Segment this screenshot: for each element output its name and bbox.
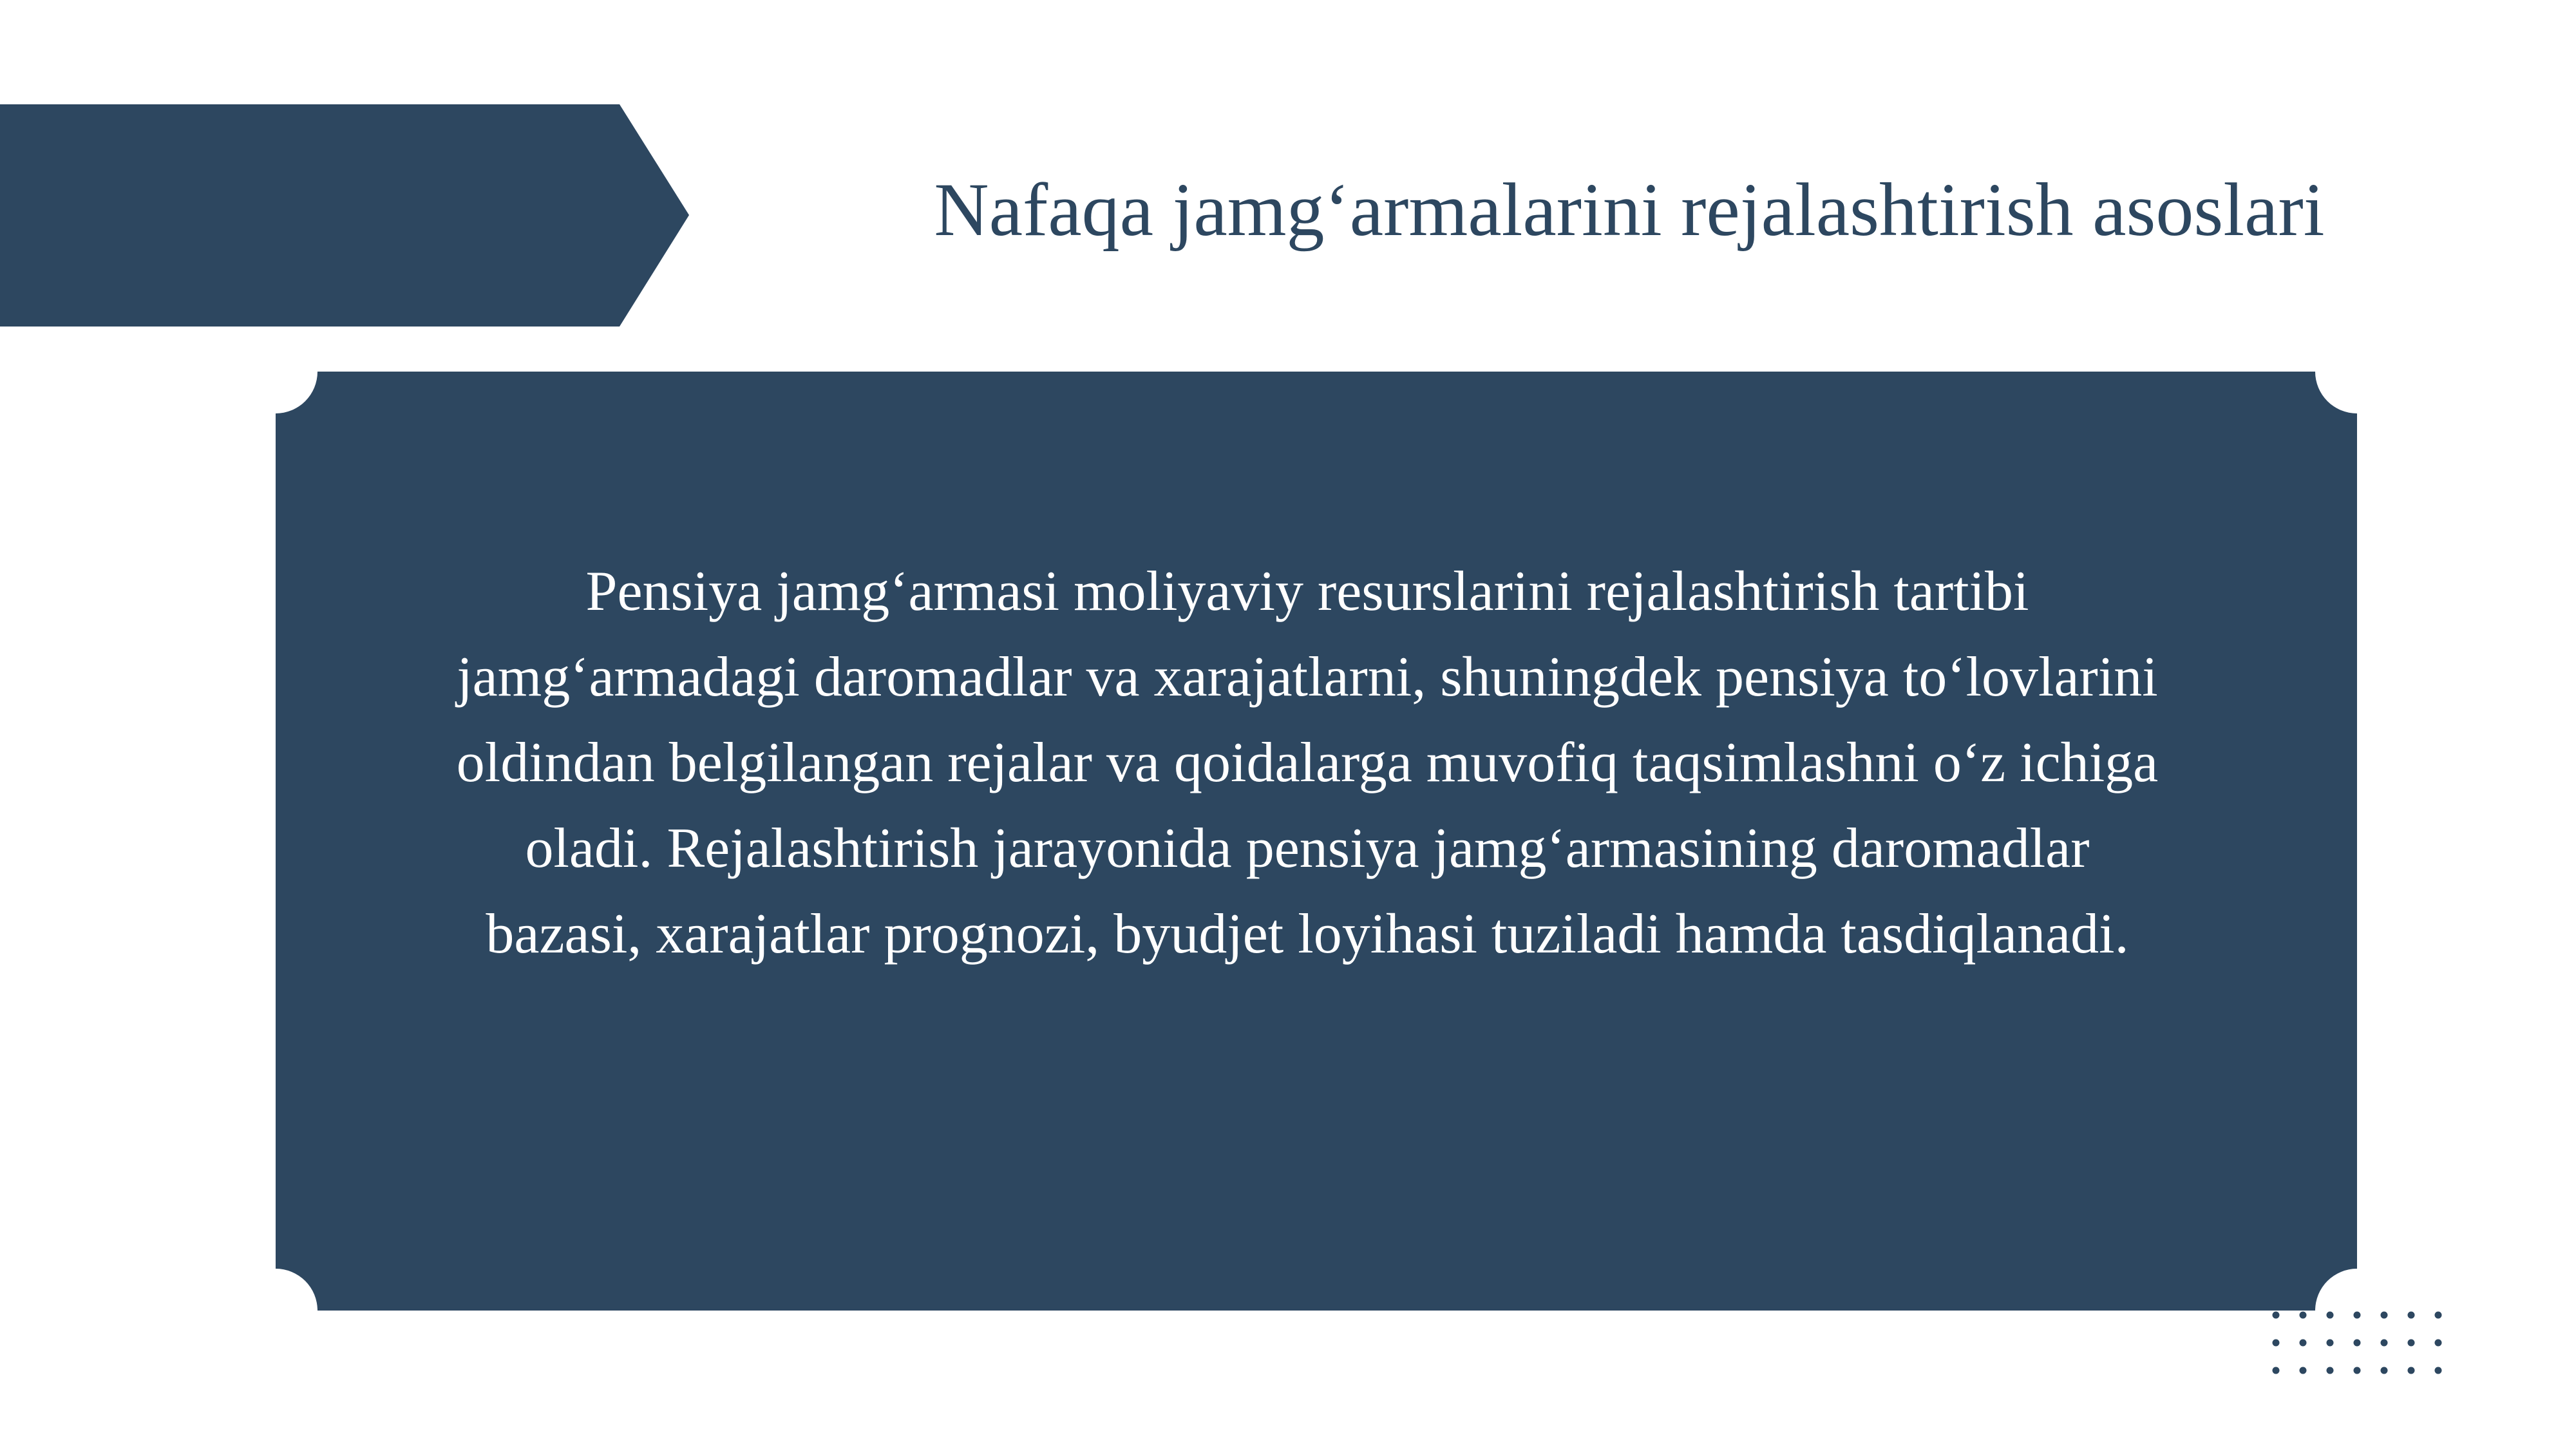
decorative-dot-grid (2267, 1307, 2447, 1378)
slide-body-text: Pensiya jamg‘armasi moliyaviy resurslarini rejalashtirish tartibi jamg‘armadagi daromadlar va xarajatlarni, shuningdek pensiya to‘lovlarini oldindan belgilangan rejalar va qoidalarga muvofiq taqsimlashni o‘z ichiga oladi. Rejalashtirish jarayonida pensiya jamg‘armasining daromadlar bazasi, xarajatlar prognozi, byudjet loyihasi tuziladi hamda tasdiqlanadi. (456, 560, 2159, 965)
title-arrow-banner (0, 104, 689, 327)
slide-title: Nafaqa jamg‘armalarini rejalashtirish asoslari (934, 167, 2325, 252)
